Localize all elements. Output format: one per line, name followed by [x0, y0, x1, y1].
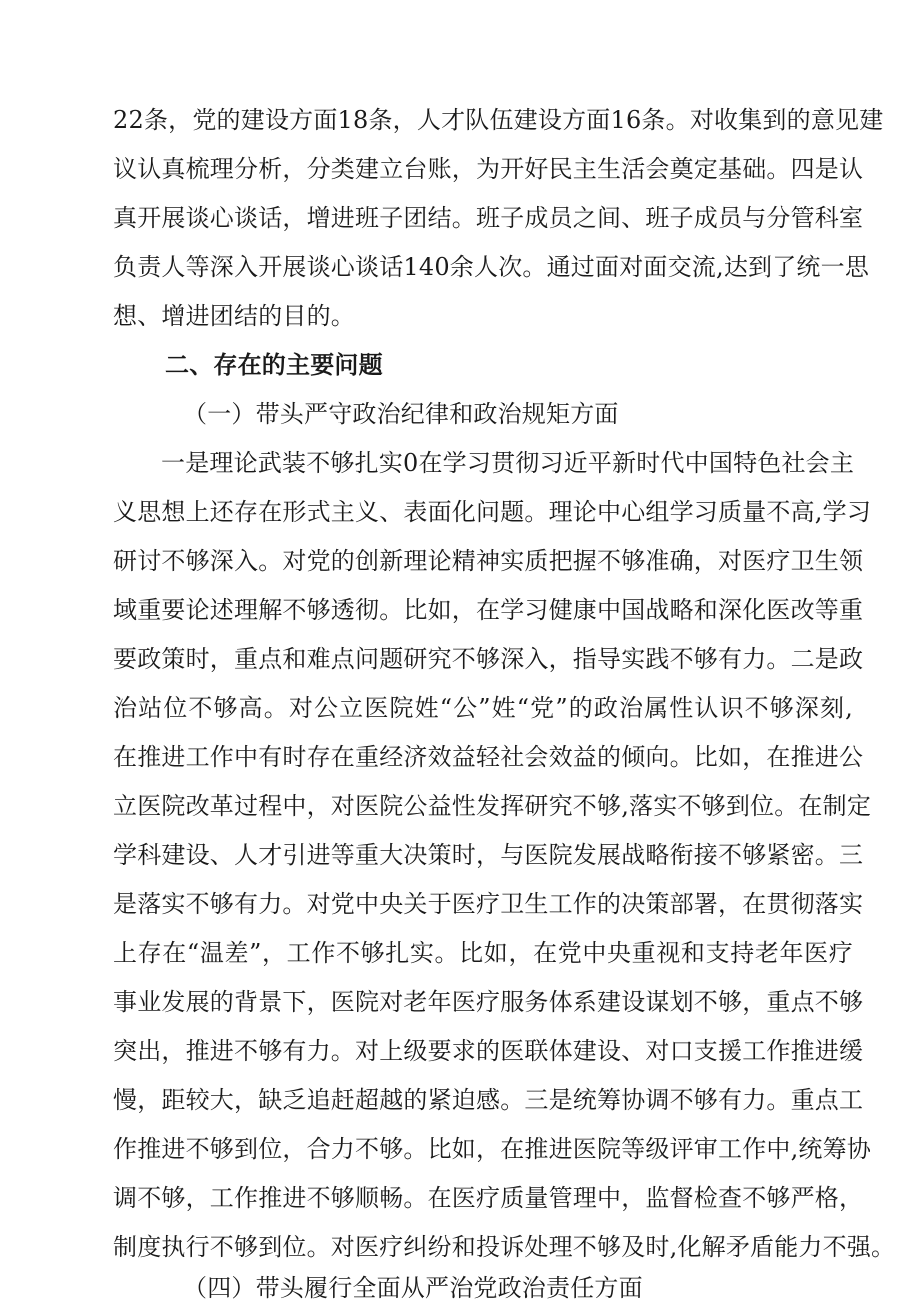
paragraph-line: 慢，距较大，缺乏追赶超越的紧迫感。三是统筹协调不够有力。重点工	[113, 1086, 864, 1114]
paragraph-line: 在推进工作中有时存在重经济效益轻社会效益的倾向。比如，在推进公	[113, 743, 864, 771]
paragraph-line: 研讨不够深入。对党的创新理论精神实质把握不够准确，对医疗卫生领	[113, 547, 864, 575]
paragraph-line: 调不够，工作推进不够顺畅。在医疗质量管理中，监督检查不够严格，	[113, 1184, 864, 1212]
paragraph-line: 真开展谈心谈话，增进班子团结。班子成员之间、班子成员与分管科室	[113, 204, 864, 232]
paragraph-line: 议认真梳理分析，分类建立台账，为开好民主生活会奠定基础。四是认	[113, 155, 864, 183]
paragraph-line: 突出，推进不够有力。对上级要求的医联体建设、对口支援工作推进缓	[113, 1037, 864, 1065]
paragraph-line: 义思想上还存在形式主义、表面化问题。理论中心组学习质量不高,学习	[113, 498, 872, 526]
paragraph-line: 作推进不够到位，合力不够。比如，在推进医院等级评审工作中,统筹协	[113, 1135, 872, 1163]
section-heading: 二、存在的主要问题	[165, 350, 383, 379]
paragraph-line: 负责人等深入开展谈心谈话140余人次。通过面对面交流,达到了统一思	[113, 253, 870, 281]
paragraph-line: 治站位不够高。对公立医院姓“公”姓“党”的政治属性认识不够深刻,	[113, 694, 853, 722]
paragraph-line: 想、增进团结的目的。	[113, 302, 355, 330]
paragraph-line: 域重要论述理解不够透彻。比如，在学习健康中国战略和深化医改等重	[113, 596, 864, 624]
paragraph-line: 立医院改革过程中，对医院公益性发挥研究不够,落实不够到位。在制定	[113, 792, 872, 820]
subsection-heading: （一）带头严守政治纪律和政治规矩方面	[183, 400, 619, 428]
paragraph-line: 事业发展的背景下，医院对老年医疗服务体系建设谋划不够，重点不够	[113, 988, 864, 1016]
subsection-heading: （四）带头履行全面从严治党政治责任方面	[183, 1274, 643, 1302]
paragraph-line: 制度执行不够到位。对医疗纠纷和投诉处理不够及时,化解矛盾能力不强。	[113, 1233, 896, 1261]
paragraph-line: 一是理论武装不够扎实0在学习贯彻习近平新时代中国特色社会主	[161, 449, 855, 477]
paragraph-line: 22条，党的建设方面18条，人才队伍建设方面16条。对收集到的意见建	[113, 106, 884, 134]
paragraph-line: 上存在“温差”，工作不够扎实。比如，在党中央重视和支持老年医疗	[113, 939, 853, 967]
paragraph-line: 学科建设、人才引进等重大决策时，与医院发展战略衔接不够紧密。三	[113, 841, 864, 869]
paragraph-line: 是落实不够有力。对党中央关于医疗卫生工作的决策部署，在贯彻落实	[113, 890, 864, 918]
paragraph-line: 要政策时，重点和难点问题研究不够深入，指导实践不够有力。二是政	[113, 645, 864, 673]
